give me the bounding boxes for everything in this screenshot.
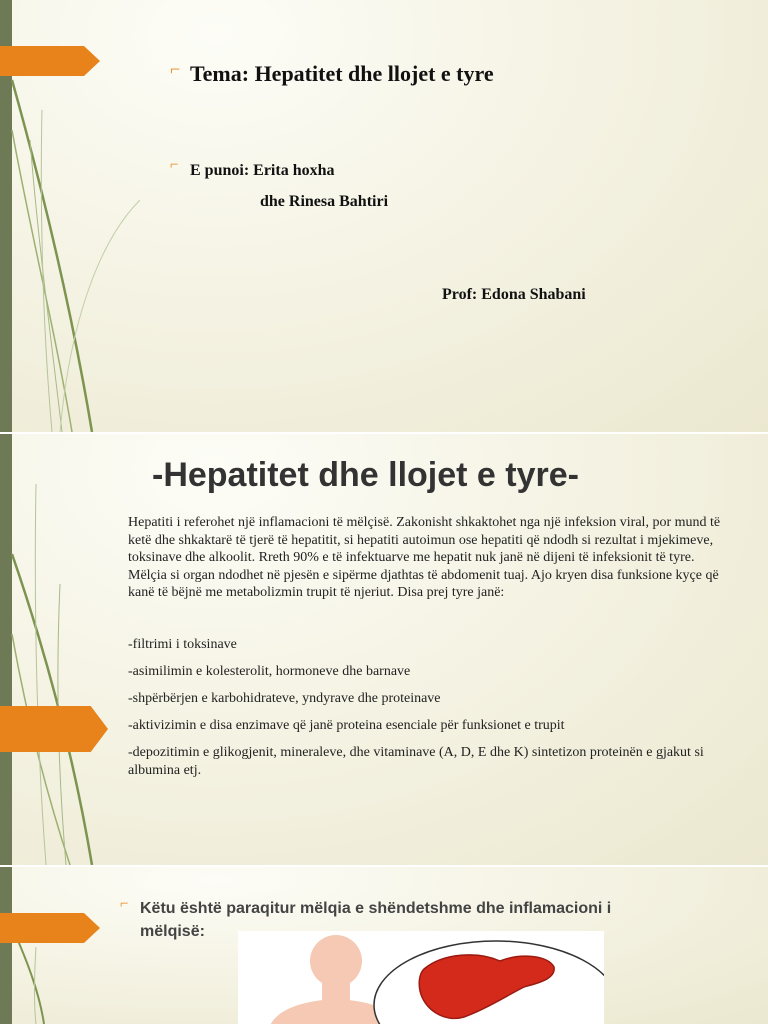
paragraph-text: Hepatiti i referohet një inflamacioni të mëlçisë. Zakonisht shkaktohet nga një infeksion viral, por mund të ketë dhe shkaktarë të tjerë të hepatitit, si hepatiti autoimun ose hepatiti që ndodh si rezultat i mjekimeve, toksinave dhe alkoolit. Rreth 90% e të infektuarve me hepatit nuk janë në dijeni të infeksionit të tyre. Mëlçia si organ ndodhet në pjesën e sipërme djathtas të abdomenit tuaj. Ajo kryen disa funksione kyçe që kanë të bëjnë me metabolizmin trupit të njeriut. Disa prej tyre janë: bbox=[128, 515, 721, 600]
liver-illustration bbox=[238, 931, 604, 1024]
professor-name: Prof: Edona Shabani bbox=[442, 286, 586, 303]
accent-arrow-tab bbox=[0, 46, 100, 76]
slide-image bbox=[0, 867, 768, 1024]
author-line-2: dhe Rinesa Bahtiri bbox=[260, 193, 389, 210]
bullet-icon: ⌐ bbox=[170, 59, 181, 79]
author-line-1: E punoi: Erita hoxha bbox=[190, 162, 335, 179]
list-item: -depozitimin e glikogjenit, mineraleve, dhe vitaminave (A, D, E dhe K) sintetizon proteinën e gjakut si albumina etj. bbox=[128, 745, 704, 778]
accent-arrow-tab bbox=[0, 706, 108, 752]
decorative-curves bbox=[0, 867, 140, 1024]
bullet-icon: ⌐ bbox=[170, 157, 179, 173]
head-shape bbox=[310, 935, 362, 987]
accent-arrow-tab bbox=[0, 913, 100, 943]
slide2-title: -Hepatitet dhe llojet e tyre- bbox=[152, 456, 579, 494]
bullet-icon: ⌐ bbox=[120, 896, 129, 912]
list-item: -shpërbërjen e karbohidrateve, yndyrave dhe proteinave bbox=[128, 691, 441, 706]
slide-content bbox=[0, 434, 768, 865]
list-item: -aktivizimin e disa enzimave që janë proteina esenciale për funksionet e trupit bbox=[128, 718, 565, 733]
list-item: -filtrimi i toksinave bbox=[128, 637, 237, 652]
list-item: -asimilimin e kolesterolit, hormoneve dhe barnave bbox=[128, 664, 411, 679]
decorative-curves bbox=[0, 434, 140, 865]
slide1-title: Tema: Hepatitet dhe llojet e tyre bbox=[190, 61, 494, 86]
slide-title bbox=[0, 0, 768, 432]
intro-paragraph bbox=[128, 514, 728, 602]
image-caption: Këtu është paraqitur mëlqia e shëndetshme dhe inflamacioni i mëlqisë: bbox=[140, 900, 612, 940]
